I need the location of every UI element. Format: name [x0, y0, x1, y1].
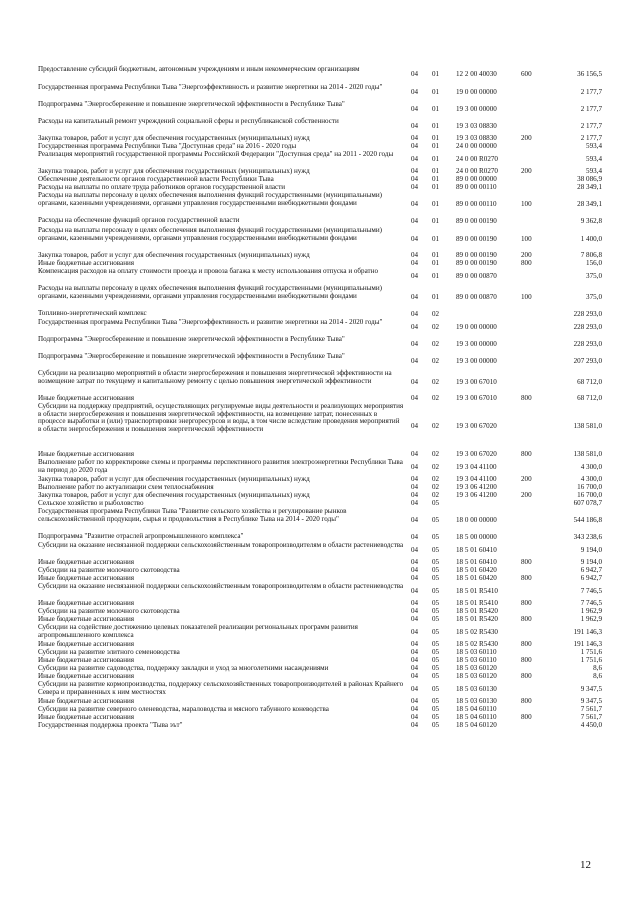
row-section-code: 04 — [411, 640, 419, 649]
row-target-article-code: 18 5 04 60120 — [456, 721, 497, 730]
row-section-code: 04 — [411, 322, 419, 331]
row-description: Закупка товаров, работ и услуг для обеспечения государственных (муниципальных) нужд — [38, 251, 310, 259]
row-target-article-code: 89 0 00 00000 — [456, 175, 497, 184]
row-target-article-code: 19 3 00 00000 — [456, 104, 497, 113]
row-expense-type-code: 800 — [521, 656, 532, 665]
row-amount: 38 086,9 — [577, 175, 602, 184]
table-row — [0, 285, 640, 310]
row-target-article-code: 19 3 03 08830 — [456, 121, 497, 130]
row-description: Субсидии на развитие северного оленеводства, мараловодства и мясного табунного коневодства — [38, 705, 329, 713]
row-target-article-code: 89 0 00 00110 — [456, 183, 497, 192]
row-amount: 228 293,0 — [573, 339, 602, 348]
row-amount: 2 177,7 — [580, 87, 602, 96]
row-amount: 8,6 — [593, 672, 602, 681]
row-target-article-code: 18 5 01 60420 — [456, 566, 497, 575]
row-expense-type-code: 800 — [521, 713, 532, 722]
row-description: Иные бюджетные ассигнования — [38, 558, 135, 566]
row-subsection-code: 05 — [432, 574, 440, 583]
row-subsection-code: 01 — [432, 183, 440, 192]
row-section-code: 04 — [411, 483, 419, 492]
row-amount: 138 581,0 — [573, 450, 602, 459]
row-expense-type-code: 600 — [521, 70, 532, 79]
row-amount: 1 751,6 — [580, 656, 602, 665]
row-section-code: 04 — [411, 627, 419, 636]
row-target-article-code: 24 0 00 R0270 — [456, 167, 498, 176]
row-subsection-code: 01 — [432, 142, 440, 151]
row-target-article-code: 19 3 00 00000 — [456, 339, 497, 348]
row-subsection-code: 02 — [432, 339, 440, 348]
row-section-code: 04 — [411, 234, 419, 243]
row-amount: 156,0 — [586, 259, 602, 268]
row-amount: 228 293,0 — [573, 322, 602, 331]
row-amount: 607 078,7 — [573, 499, 602, 508]
row-amount: 9 194,0 — [580, 545, 602, 554]
row-expense-type-code: 800 — [521, 640, 532, 649]
row-section-code: 04 — [411, 251, 419, 260]
row-subsection-code: 05 — [432, 664, 440, 673]
row-target-article-code: 18 5 01 R5420 — [456, 607, 498, 616]
row-subsection-code: 05 — [432, 713, 440, 722]
row-target-article-code: 19 0 00 00000 — [456, 87, 497, 96]
row-description: Реализация мероприятий государственной программы Российской Федерации "Доступная среда" на 2011 - 2020 годы — [38, 150, 394, 158]
row-amount: 8,6 — [593, 664, 602, 673]
row-subsection-code: 01 — [432, 154, 440, 163]
row-subsection-code: 05 — [432, 499, 440, 508]
row-section-code: 04 — [411, 545, 419, 554]
row-subsection-code: 01 — [432, 104, 440, 113]
row-amount: 68 712,0 — [577, 394, 602, 403]
table-row — [0, 583, 640, 600]
row-target-article-code: 18 5 01 60410 — [456, 558, 497, 567]
row-subsection-code: 05 — [432, 599, 440, 608]
row-subsection-code: 01 — [432, 292, 440, 301]
row-amount: 7 746,5 — [580, 599, 602, 608]
row-section-code: 04 — [411, 175, 419, 184]
row-amount: 191 146,3 — [573, 627, 602, 636]
row-target-article-code: 89 0 00 00190 — [456, 234, 497, 243]
row-subsection-code: 05 — [432, 586, 440, 595]
row-subsection-code: 05 — [432, 558, 440, 567]
row-section-code: 04 — [411, 183, 419, 192]
row-amount: 6 942,7 — [580, 574, 602, 583]
row-description: Субсидии на развитие элитного семеноводства — [38, 648, 180, 656]
row-amount: 36 156,5 — [577, 70, 602, 79]
row-target-article-code: 19 3 04 41100 — [456, 462, 497, 471]
row-expense-type-code: 800 — [521, 558, 532, 567]
row-description: Субсидии на развитие молочного скотоводства — [38, 566, 180, 574]
row-section-code: 04 — [411, 599, 419, 608]
row-subsection-code: 05 — [432, 697, 440, 706]
row-target-article-code: 18 5 01 60410 — [456, 545, 497, 554]
table-row — [0, 151, 640, 168]
row-target-article-code: 12 2 00 40030 — [456, 70, 497, 79]
table-row — [0, 370, 640, 395]
row-section-code: 04 — [411, 648, 419, 657]
row-section-code: 04 — [411, 356, 419, 365]
row-target-article-code: 89 0 00 00110 — [456, 199, 497, 208]
row-description: Иные бюджетные ассигнования — [38, 394, 135, 402]
row-target-article-code: 18 5 01 60420 — [456, 574, 497, 583]
table-row — [0, 84, 640, 101]
table-row — [0, 227, 640, 252]
row-description: Иные бюджетные ассигнования — [38, 574, 135, 582]
row-target-article-code: 19 0 00 00000 — [456, 322, 497, 331]
row-amount: 138 581,0 — [573, 422, 602, 431]
row-target-article-code: 18 0 00 00000 — [456, 515, 497, 524]
row-section-code: 04 — [411, 217, 419, 226]
row-target-article-code: 18 5 04 60110 — [456, 713, 497, 722]
row-amount: 2 177,7 — [580, 134, 602, 143]
row-section-code: 04 — [411, 499, 419, 508]
row-expense-type-code: 800 — [521, 574, 532, 583]
row-description: Расходы на выплаты по оплате труда работников органов государственной власти — [38, 183, 286, 191]
row-amount: 1 751,6 — [580, 648, 602, 657]
row-subsection-code: 01 — [432, 70, 440, 79]
row-target-article-code: 19 3 00 67020 — [456, 450, 497, 459]
table-row — [0, 268, 640, 285]
row-subsection-code: 05 — [432, 705, 440, 714]
row-subsection-code: 05 — [432, 721, 440, 730]
row-target-article-code: 89 0 00 00190 — [456, 259, 497, 268]
row-section-code: 04 — [411, 339, 419, 348]
row-target-article-code: 18 5 02 R5430 — [456, 640, 498, 649]
row-description: Закупка товаров, работ и услуг для обеспечения государственных (муниципальных) нужд — [38, 167, 310, 175]
budget-table — [0, 66, 640, 730]
row-section-code: 04 — [411, 475, 419, 484]
row-amount: 68 712,0 — [577, 377, 602, 386]
table-row — [0, 192, 640, 217]
row-amount: 593,4 — [586, 142, 602, 151]
row-section-code: 04 — [411, 664, 419, 673]
row-amount: 16 700,0 — [577, 483, 602, 492]
row-section-code: 04 — [411, 121, 419, 130]
row-description: Иные бюджетные ассигнования — [38, 450, 135, 458]
row-section-code: 04 — [411, 713, 419, 722]
row-subsection-code: 05 — [432, 607, 440, 616]
row-target-article-code: 18 5 01 R5420 — [456, 615, 498, 624]
row-description: Субсидии на развитие садоводства, поддержку закладки и уход за многолетними насаждениями — [38, 664, 329, 672]
row-section-code: 04 — [411, 656, 419, 665]
row-amount: 7 561,7 — [580, 713, 602, 722]
row-target-article-code: 24 0 00 R0270 — [456, 154, 498, 163]
row-description: Субсидии на развитие молочного скотоводства — [38, 607, 180, 615]
row-section-code: 04 — [411, 684, 419, 693]
row-amount: 1 400,0 — [580, 234, 602, 243]
row-description: Иные бюджетные ассигнования — [38, 697, 135, 705]
row-section-code: 04 — [411, 615, 419, 624]
row-subsection-code: 05 — [432, 532, 440, 541]
row-amount: 9 362,8 — [580, 217, 602, 226]
table-row — [0, 542, 640, 559]
row-subsection-code: 02 — [432, 309, 440, 318]
row-description: Топливно-энергетический комплекс — [38, 309, 147, 317]
row-amount: 9 194,0 — [580, 558, 602, 567]
row-subsection-code: 01 — [432, 217, 440, 226]
table-row — [0, 66, 640, 84]
row-expense-type-code: 200 — [521, 475, 532, 484]
row-expense-type-code: 800 — [521, 394, 532, 403]
row-target-article-code: 19 3 00 67010 — [456, 377, 497, 386]
row-subsection-code: 01 — [432, 134, 440, 143]
row-section-code: 04 — [411, 142, 419, 151]
row-subsection-code: 05 — [432, 648, 440, 657]
row-amount: 9 347,5 — [580, 684, 602, 693]
row-section-code: 04 — [411, 462, 419, 471]
row-section-code: 04 — [411, 167, 419, 176]
row-target-article-code: 19 3 06 41200 — [456, 483, 497, 492]
row-section-code: 04 — [411, 607, 419, 616]
row-subsection-code: 01 — [432, 234, 440, 243]
row-description: Сельское хозяйство и рыболовство — [38, 499, 144, 507]
row-section-code: 04 — [411, 450, 419, 459]
row-amount: 375,0 — [586, 292, 602, 301]
row-target-article-code: 18 5 01 R5410 — [456, 599, 498, 608]
row-description: Субсидии на оказание несвязанной поддержки сельскохозяйственным товаропроизводителям в области растениеводства — [38, 582, 404, 590]
row-subsection-code: 05 — [432, 566, 440, 575]
row-target-article-code: 89 0 00 00190 — [456, 251, 497, 260]
row-section-code: 04 — [411, 134, 419, 143]
row-description: Расходы на выплаты персоналу в целях обеспечения выполнения функций государственными (муниципальными) органами, казенными учреждениями, органами управления государственными внебюджетными фондами — [38, 226, 383, 242]
row-section-code: 04 — [411, 491, 419, 500]
row-amount: 7 561,7 — [580, 705, 602, 714]
row-target-article-code: 19 3 06 41200 — [456, 491, 497, 500]
row-target-article-code: 19 3 04 41100 — [456, 475, 497, 484]
page-number: 12 — [580, 859, 591, 871]
table-row — [0, 353, 640, 370]
row-target-article-code: 19 3 00 67020 — [456, 422, 497, 431]
row-subsection-code: 02 — [432, 422, 440, 431]
row-description: Иные бюджетные ассигнования — [38, 640, 135, 648]
row-amount: 4 300,0 — [580, 462, 602, 471]
row-description: Подпрограмма "Энергосбережение и повышение энергетической эффективности в Республике Тыва" — [38, 100, 345, 108]
row-amount: 2 177,7 — [580, 121, 602, 130]
row-description: Иные бюджетные ассигнования — [38, 713, 135, 721]
row-expense-type-code: 800 — [521, 599, 532, 608]
table-row — [0, 336, 640, 353]
row-section-code: 04 — [411, 558, 419, 567]
table-row — [0, 319, 640, 336]
row-description: Субсидии на поддержку предприятий, осуществляющих регулируемые виды деятельности и реализующих мероприятия в области энергосбережения и повышения энергетической эффективности, на возмещение затрат, понесенных в процессе выработки и (или) транспортировки энергоресурсов и воды, в том числе вследствие проведения мероприятий в области энергосбережения и повышения энергетической эффективности — [38, 402, 404, 434]
table-row — [0, 403, 640, 451]
row-subsection-code: 01 — [432, 175, 440, 184]
row-section-code: 04 — [411, 87, 419, 96]
row-description: Расходы на выплаты персоналу в целях обеспечения выполнения функций государственными (муниципальными) органами, казенными учреждениями, органами управления государственными внебюджетными фондами — [38, 284, 383, 300]
row-amount: 1 962,9 — [580, 607, 602, 616]
row-target-article-code: 18 5 03 60130 — [456, 684, 497, 693]
row-target-article-code: 18 5 03 60120 — [456, 664, 497, 673]
row-section-code: 04 — [411, 292, 419, 301]
row-amount: 4 450,0 — [580, 721, 602, 730]
row-section-code: 04 — [411, 721, 419, 730]
row-amount: 593,4 — [586, 154, 602, 163]
row-subsection-code: 02 — [432, 322, 440, 331]
row-subsection-code: 02 — [432, 377, 440, 386]
row-subsection-code: 05 — [432, 545, 440, 554]
row-target-article-code: 19 3 03 08830 — [456, 134, 497, 143]
row-target-article-code: 18 5 04 60110 — [456, 705, 497, 714]
row-description: Расходы на капитальный ремонт учреждений социальной сферы и республиканской собственности — [38, 117, 339, 125]
row-subsection-code: 01 — [432, 87, 440, 96]
row-subsection-code: 01 — [432, 271, 440, 280]
row-target-article-code: 89 0 00 00870 — [456, 292, 497, 301]
row-description: Подпрограмма "Энергосбережение и повышение энергетической эффективности в Республике Тыва" — [38, 352, 345, 360]
row-subsection-code: 01 — [432, 167, 440, 176]
row-subsection-code: 05 — [432, 656, 440, 665]
row-description: Государственная программа Республики Тыва "Развитие сельского хозяйства и регулирование рынков сельскохозяйственной продукции, сырья и продовольствия в Республике Тыва на 2014 - 2020 годы" — [38, 507, 347, 523]
row-section-code: 04 — [411, 532, 419, 541]
row-description: Расходы на обеспечение функций органов государственной власти — [38, 216, 240, 224]
row-amount: 9 347,5 — [580, 697, 602, 706]
row-section-code: 04 — [411, 574, 419, 583]
row-description: Государственная программа Республики Тыва "Энергоэффективность и развитие энергетики на 2014 - 2020 годы" — [38, 83, 383, 91]
row-section-code: 04 — [411, 586, 419, 595]
row-target-article-code: 18 5 00 00000 — [456, 532, 497, 541]
row-section-code: 04 — [411, 70, 419, 79]
row-subsection-code: 05 — [432, 684, 440, 693]
row-target-article-code: 18 5 03 60120 — [456, 672, 497, 681]
row-subsection-code: 02 — [432, 450, 440, 459]
row-subsection-code: 02 — [432, 483, 440, 492]
row-section-code: 04 — [411, 672, 419, 681]
row-expense-type-code: 200 — [521, 167, 532, 176]
row-description: Закупка товаров, работ и услуг для обеспечения государственных (муниципальных) нужд — [38, 475, 310, 483]
row-amount: 544 186,8 — [573, 515, 602, 524]
row-section-code: 04 — [411, 697, 419, 706]
table-row — [0, 508, 640, 533]
table-row — [0, 118, 640, 135]
row-section-code: 04 — [411, 309, 419, 318]
row-description: Подпрограмма "Энергосбережение и повышение энергетической эффективности в Республике Тыва" — [38, 335, 345, 343]
row-section-code: 04 — [411, 259, 419, 268]
row-target-article-code: 19 3 00 00000 — [456, 356, 497, 365]
row-target-article-code: 89 0 00 00190 — [456, 217, 497, 226]
row-expense-type-code: 100 — [521, 234, 532, 243]
row-amount: 191 146,3 — [573, 640, 602, 649]
row-subsection-code: 05 — [432, 515, 440, 524]
row-subsection-code: 01 — [432, 251, 440, 260]
row-description: Иные бюджетные ассигнования — [38, 656, 135, 664]
row-section-code: 04 — [411, 199, 419, 208]
row-expense-type-code: 100 — [521, 292, 532, 301]
row-subsection-code: 02 — [432, 462, 440, 471]
row-target-article-code: 19 3 00 67010 — [456, 394, 497, 403]
row-description: Субсидии на оказание несвязанной поддержки сельскохозяйственным товаропроизводителям в области растениеводства — [38, 541, 404, 549]
row-expense-type-code: 800 — [521, 450, 532, 459]
row-description: Закупка товаров, работ и услуг для обеспечения государственных (муниципальных) нужд — [38, 491, 310, 499]
row-section-code: 04 — [411, 377, 419, 386]
row-section-code: 04 — [411, 515, 419, 524]
row-description: Компенсация расходов на оплату стоимости проезда и провоза багажа к месту использования отпуска и обратно — [38, 267, 378, 275]
row-expense-type-code: 800 — [521, 259, 532, 268]
row-target-article-code: 18 5 03 60110 — [456, 656, 497, 665]
row-amount: 2 177,7 — [580, 104, 602, 113]
table-row — [0, 681, 640, 698]
row-target-article-code: 18 5 01 R5410 — [456, 586, 498, 595]
row-expense-type-code: 800 — [521, 672, 532, 681]
row-description: Расходы на выплаты персоналу в целях обеспечения выполнения функций государственными (муниципальными) органами, казенными учреждениями, органами управления государственными внебюджетными фондами — [38, 191, 383, 207]
row-section-code: 04 — [411, 271, 419, 280]
row-description: Выполнение работ по корректировке схемы и программы перспективного развития электроэнергетики Республики Тыва на период до 2020 года — [38, 458, 403, 474]
table-row — [0, 101, 640, 118]
row-subsection-code: 01 — [432, 121, 440, 130]
row-description: Закупка товаров, работ и услуг для обеспечения государственных (муниципальных) нужд — [38, 134, 310, 142]
row-subsection-code: 05 — [432, 640, 440, 649]
row-target-article-code: 24 0 00 00000 — [456, 142, 497, 151]
row-section-code: 04 — [411, 566, 419, 575]
row-description: Подпрограмма "Развитие отраслей агропромышленного комплекса" — [38, 532, 244, 540]
row-description: Субсидии на развитие кормопроизводства, поддержку сельскохозяйственных товаропроизводителей в районах Крайнего Севера и приравненных к ним местностях — [38, 680, 404, 696]
row-amount: 375,0 — [586, 271, 602, 280]
row-description: Государственная поддержка проекта "Тыва эът" — [38, 721, 183, 729]
row-section-code: 04 — [411, 104, 419, 113]
row-expense-type-code: 800 — [521, 615, 532, 624]
row-description: Иные бюджетные ассигнования — [38, 615, 135, 623]
row-target-article-code: 18 5 02 R5430 — [456, 627, 498, 636]
row-subsection-code: 05 — [432, 672, 440, 681]
row-target-article-code: 89 0 00 00870 — [456, 271, 497, 280]
row-subsection-code: 05 — [432, 615, 440, 624]
row-expense-type-code: 200 — [521, 251, 532, 260]
table-row — [0, 459, 640, 476]
row-subsection-code: 05 — [432, 627, 440, 636]
row-amount: 4 300,0 — [580, 475, 602, 484]
row-description: Государственная программа Республики Тыва "Доступная среда" на 2016 - 2020 годы — [38, 142, 297, 150]
row-description: Иные бюджетные ассигнования — [38, 259, 135, 267]
row-subsection-code: 01 — [432, 199, 440, 208]
row-amount: 343 238,6 — [573, 532, 602, 541]
row-expense-type-code: 800 — [521, 697, 532, 706]
row-amount: 6 942,7 — [580, 566, 602, 575]
row-subsection-code: 02 — [432, 356, 440, 365]
row-expense-type-code: 100 — [521, 199, 532, 208]
row-expense-type-code: 200 — [521, 134, 532, 143]
row-section-code: 04 — [411, 394, 419, 403]
row-description: Выполнение работ по актуализации схем теплоснабжения — [38, 483, 214, 491]
row-amount: 7 746,5 — [580, 586, 602, 595]
row-description: Иные бюджетные ассигнования — [38, 599, 135, 607]
row-amount: 7 806,8 — [580, 251, 602, 260]
table-row — [0, 624, 640, 641]
row-description: Государственная программа Республики Тыва "Энергоэффективность и развитие энергетики на 2014 - 2020 годы" — [38, 318, 383, 326]
row-amount: 28 349,1 — [577, 199, 602, 208]
row-description: Предоставление субсидий бюджетным, автономным учреждениям и иным некоммерческим организациям — [38, 65, 360, 73]
row-amount: 28 349,1 — [577, 183, 602, 192]
row-section-code: 04 — [411, 422, 419, 431]
row-subsection-code: 01 — [432, 259, 440, 268]
row-subsection-code: 02 — [432, 491, 440, 500]
row-description: Субсидии на содействие достижению целевых показателей реализации региональных программ развития агропромышленного комплекса — [38, 623, 358, 639]
row-section-code: 04 — [411, 705, 419, 714]
row-amount: 593,4 — [586, 167, 602, 176]
row-amount: 207 293,0 — [573, 356, 602, 365]
row-description: Иные бюджетные ассигнования — [38, 672, 135, 680]
row-description: Обеспечение деятельности органов государственной власти Республики Тыва — [38, 175, 274, 183]
row-section-code: 04 — [411, 154, 419, 163]
row-amount: 228 293,0 — [573, 309, 602, 318]
row-description: Субсидии на реализацию мероприятий в области энергосбережения и повышения энергетической эффективности на возмещение затрат по текущему и капитальному ремонту с целью повышения энергетической эффективности — [38, 369, 392, 385]
row-subsection-code: 02 — [432, 394, 440, 403]
row-amount: 16 700,0 — [577, 491, 602, 500]
table-row — [0, 722, 640, 730]
row-subsection-code: 02 — [432, 475, 440, 484]
row-target-article-code: 18 5 03 60130 — [456, 697, 497, 706]
row-amount: 1 962,9 — [580, 615, 602, 624]
row-target-article-code: 18 5 03 60110 — [456, 648, 497, 657]
row-expense-type-code: 200 — [521, 491, 532, 500]
